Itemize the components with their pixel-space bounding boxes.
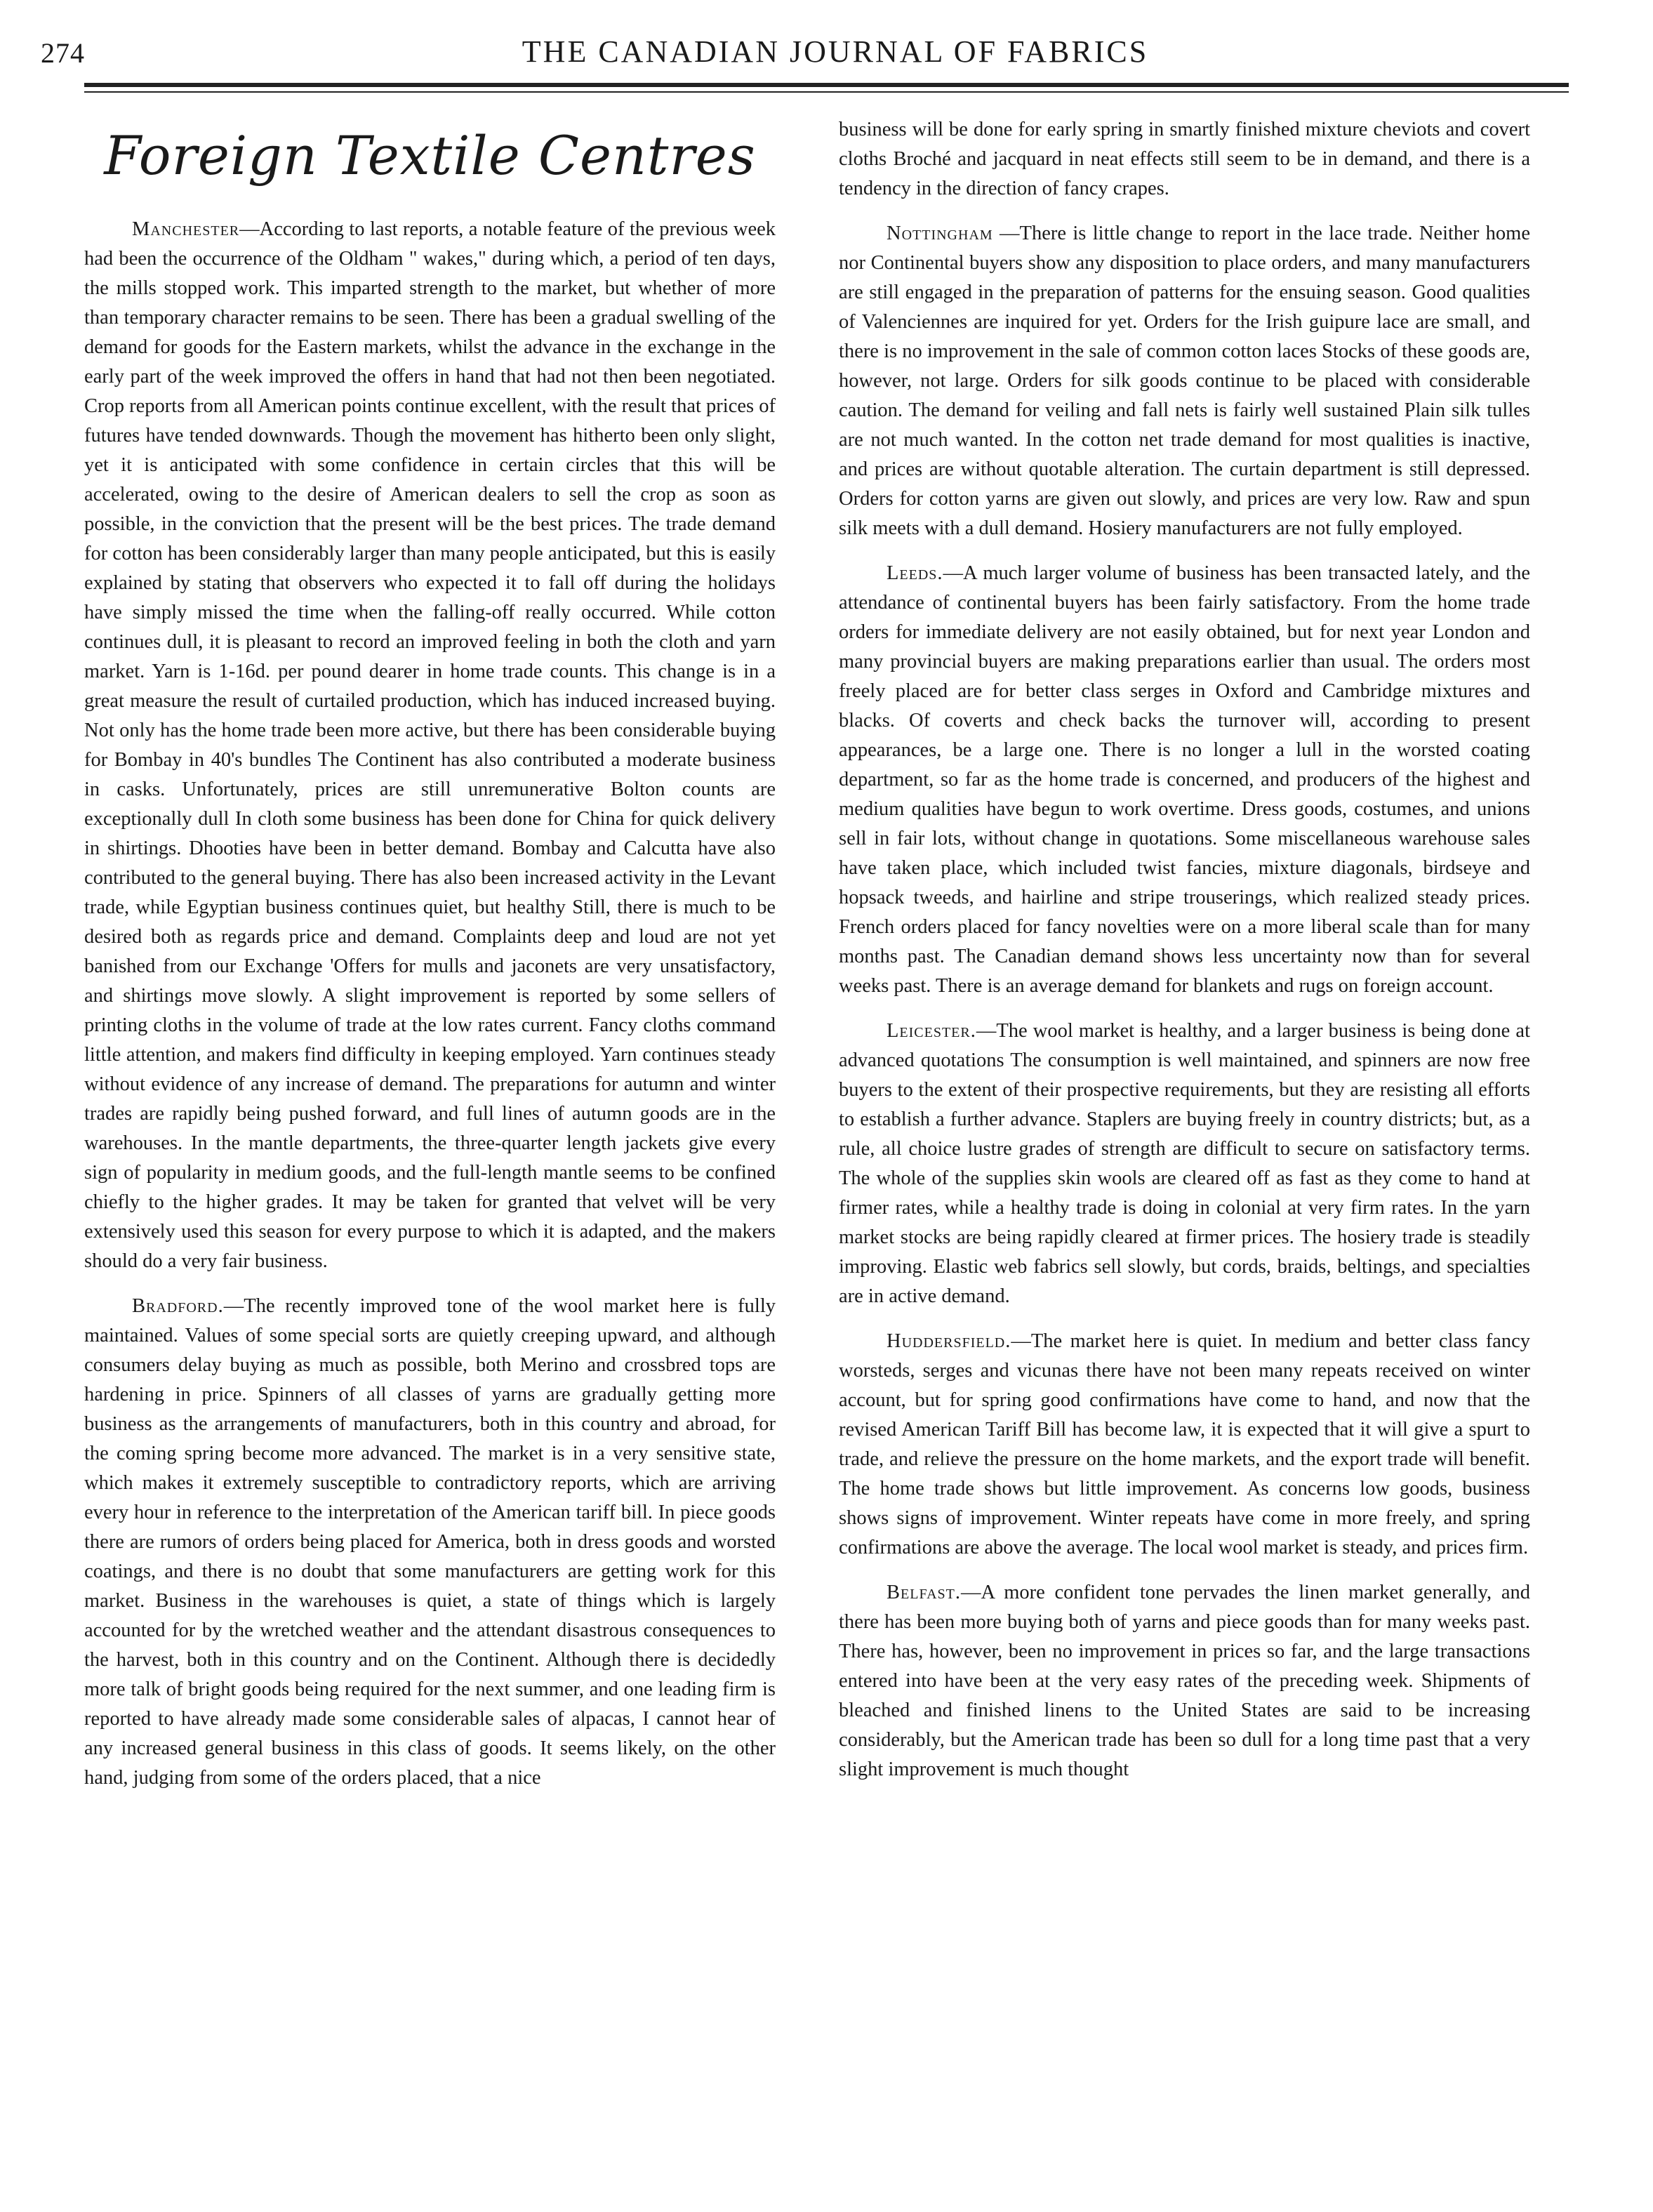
place-name: Huddersfield.	[887, 1330, 1011, 1352]
report-text: —There is little change to report in the lace trade. Neither home nor Continental buyers show any disposition to place orders, and many manufacturers are still engaged in the preparation of patterns for the ensuing season. Good qualities of Valenciennes are inquired for yet. Orders for the Irish guipure lace are small, and there is no improvement in the sale of common cotton laces Stocks of these goods are, however, not large. Orders for silk goods continue to be placed with considerable caution. The demand for veiling and fall nets is fairly well sustained Plain silk tulles are not much wanted. In the cotton net trade demand for most qualities is inactive, and prices are without quotable alteration. The curtain department is still depressed. Orders for cotton yarns are given out slowly, and prices are very low. Raw and spun silk meets with a dull demand. Hosiery manufacturers are not fully employed.	[839, 223, 1530, 539]
report-leicester	[839, 1016, 1530, 1311]
report-bradford	[84, 1292, 776, 1793]
journal-title: THE CANADIAN JOURNAL OF FABRICS	[522, 34, 1149, 69]
left-column	[84, 112, 776, 1808]
place-name: Bradford.	[132, 1295, 224, 1317]
report-manchester	[84, 215, 776, 1276]
report-text: —According to last reports, a notable feature of the previous week had been the occurrence of the Oldham " wakes," during which, a period of ten days, the mills stopped work. This imparted strength to the market, but whether of more than temporary character remains to be seen. There has been a gradual swelling of the demand for goods for the Eastern markets, whilst the advance in the exchange in the early part of the week improved the offers in hand that had not then been negotiated. Crop reports from all American points continue excellent, with the result that prices of futures have tended downwards. Though the movement has hitherto been only slight, yet it is anticipated with some confidence in certain circles that this will be accelerated, owing to the desire of American dealers to sell the crop as soon as possible, in the conviction that the present will be the best prices. The trade demand for cotton has been considerably larger than many people anticipated, but this is easily explained by stating that observers who expected it to fall off during the holidays have simply missed the time when the falling-off really occurred. While cotton continues dull, it is pleasant to record an improved feeling in both the cloth and yarn market. Yarn is 1-16d. per pound dearer in home trade counts. This change is in a great measure the result of curtailed production, which has induced increased buying. Not only has the home trade been more active, but there has been considerable buying for Bombay in 40's bundles The Continent has also contributed a moderate business in casks. Unfortunately, prices are still unremunerative Bolton counts are exceptionally dull In cloth some business has been done for China for quick delivery in shirtings. Dhooties have been in better demand. Bombay and Calcutta have also contributed to the general buying. There has also been increased activity in the Levant trade, while Egyptian business continues quiet, but healthy Still, there is much to be desired both as regards price and demand. Complaints deep and loud are not yet banished from our Exchange 'Offers for mulls and jaconets are very unsatisfactory, and shirtings move slowly. A slight improvement is reported by some sellers of printing cloths in the volume of trade at the low rates current. Fancy cloths command little attention, and makers find difficulty in keeping employed. Yarn continues steady without evidence of any increase of demand. The preparations for autumn and winter trades are rapidly being pushed forward, and full lines of autumn goods are in the warehouses. In the mantle departments, the three-quarter length jackets give every sign of popularity in medium goods, and the full-length mantle seems to be confined chiefly to the higher grades. It may be taken for granted that velvet will be very extensively used this season for every purpose to which it is adapted, and the makers should do a very fair business.	[84, 218, 776, 1272]
header-rule-thin	[84, 91, 1569, 93]
place-name: Nottingham	[887, 223, 993, 244]
report-text: —A much larger volume of business has been transacted lately, and the attendance of continental buyers has been fairly satisfactory. From the home trade orders for immediate delivery are not easily obtained, but for next year London and many provincial buyers are making preparations earlier than usual. The orders most freely placed are for better class serges in Oxford and Cambridge mixtures and blacks. Of coverts and check backs the turnover will, according to present appearances, be a large one. There is no longer a lull in the worsted coating department, so far as the home trade is concerned, and producers of the highest and medium qualities have begun to work overtime. Dress goods, costumes, and unions sell in fair lots, without change in quotations. Some miscellaneous warehouse sales have taken place, which included twist fancies, mixture diagonals, birdseye and hopsack tweeds, and hairline and stripe trouserings, which realized steady prices. French orders placed for fancy novelties were on a more liberal scale than for many months past. The Canadian demand shows less uncertainty now than for several weeks past. There is an average demand for blankets and rugs on foreign account.	[839, 562, 1530, 997]
report-text: business will be done for early spring in smartly finished mixture cheviots and covert cloths Broché and jacquard in neat effects still seem to be in demand, and there is a tendency in the direction of fancy crapes.	[839, 119, 1530, 199]
header-rule-thick	[84, 83, 1569, 87]
report-huddersfield	[839, 1327, 1530, 1563]
page-number: 274	[41, 37, 85, 69]
report-belfast	[839, 1578, 1530, 1784]
right-column	[839, 115, 1530, 1800]
report-leeds	[839, 559, 1530, 1001]
report-nottingham	[839, 219, 1530, 543]
report-bradford-continued	[839, 115, 1530, 204]
place-name: Belfast.	[887, 1582, 961, 1603]
place-name: Manchester	[132, 218, 240, 240]
place-name: Leicester.	[887, 1020, 976, 1042]
report-text: —A more confident tone pervades the linen market generally, and there has been more buying both of yarns and piece goods than for many weeks past. There has, however, been no improvement in prices so far, and the large transactions entered into have been at the very easy rates of the preceding week. Shipments of bleached and finished linens to the United States are said to be increasing considerably, but the American trade has been so dull for a long time past that a very slight improvement is much thought	[839, 1582, 1530, 1780]
report-text: —The recently improved tone of the wool market here is fully maintained. Values of some special sorts are quietly creeping upward, and although consumers delay buying as much as possible, both Merino and crossbred tops are hardening in price. Spinners of all classes of yarns are gradually getting more business as the arrangements of manufacturers, both in this country and abroad, for the coming spring become more advanced. The market is in a very sensitive state, which makes it extremely susceptible to contradictory reports, which are arriving every hour in reference to the interpretation of the American tariff bill. In piece goods there are rumors of orders being placed for America, both in dress goods and worsted coatings, and there is no doubt that some manufacturers are getting work for this market. Business in the warehouses is quiet, a state of things which is largely accounted for by the wretched weather and the attendant disastrous consequences to the harvest, both in this country and on the Continent. Although there is decidedly more talk of bright goods being required for the next summer, and one leading firm is reported to have already made some considerable sales of alpacas, I cannot hear of any increased general business in this class of goods. It seems likely, on the other hand, judging from some of the orders placed, that a nice	[84, 1295, 776, 1789]
report-text: —The wool market is healthy, and a larger business is being done at advanced quotations The consumption is well maintained, and spinners are now free buyers to the extent of their prospective requirements, but they are resisting all efforts to establish a further advance. Staplers are buying freely in country districts; but, as a rule, all choice lustre grades of strength are difficult to secure on satisfactory terms. The whole of the supplies skin wools are cleared off as fast as they come to hand at firmer rates, while a healthy trade is doing in colonial at very firm rates. In the yarn market stocks are being rapidly cleared at firmer prices. The hosiery trade is steadily improving. Elastic web fabrics sell slowly, but cords, braids, beltings, and specialties are in active demand.	[839, 1020, 1530, 1307]
section-title: Foreign Textile Centres	[104, 124, 756, 187]
report-text: —The market here is quiet. In medium and better class fancy worsteds, serges and vicunas there have not been many repeats received on winter account, but for spring good confirmations have come to hand, and now that the revised American Tariff Bill has become law, it is expected that it will give a spurt to trade, and relieve the pressure on the home markets, and the export trade will benefit. The home trade shows but little improvement. As concerns low goods, business shows signs of improvement. Winter repeats have come in more freely, and spring confirmations are above the average. The local wool market is steady, and prices firm.	[839, 1330, 1530, 1558]
place-name: Leeds.	[887, 562, 943, 584]
